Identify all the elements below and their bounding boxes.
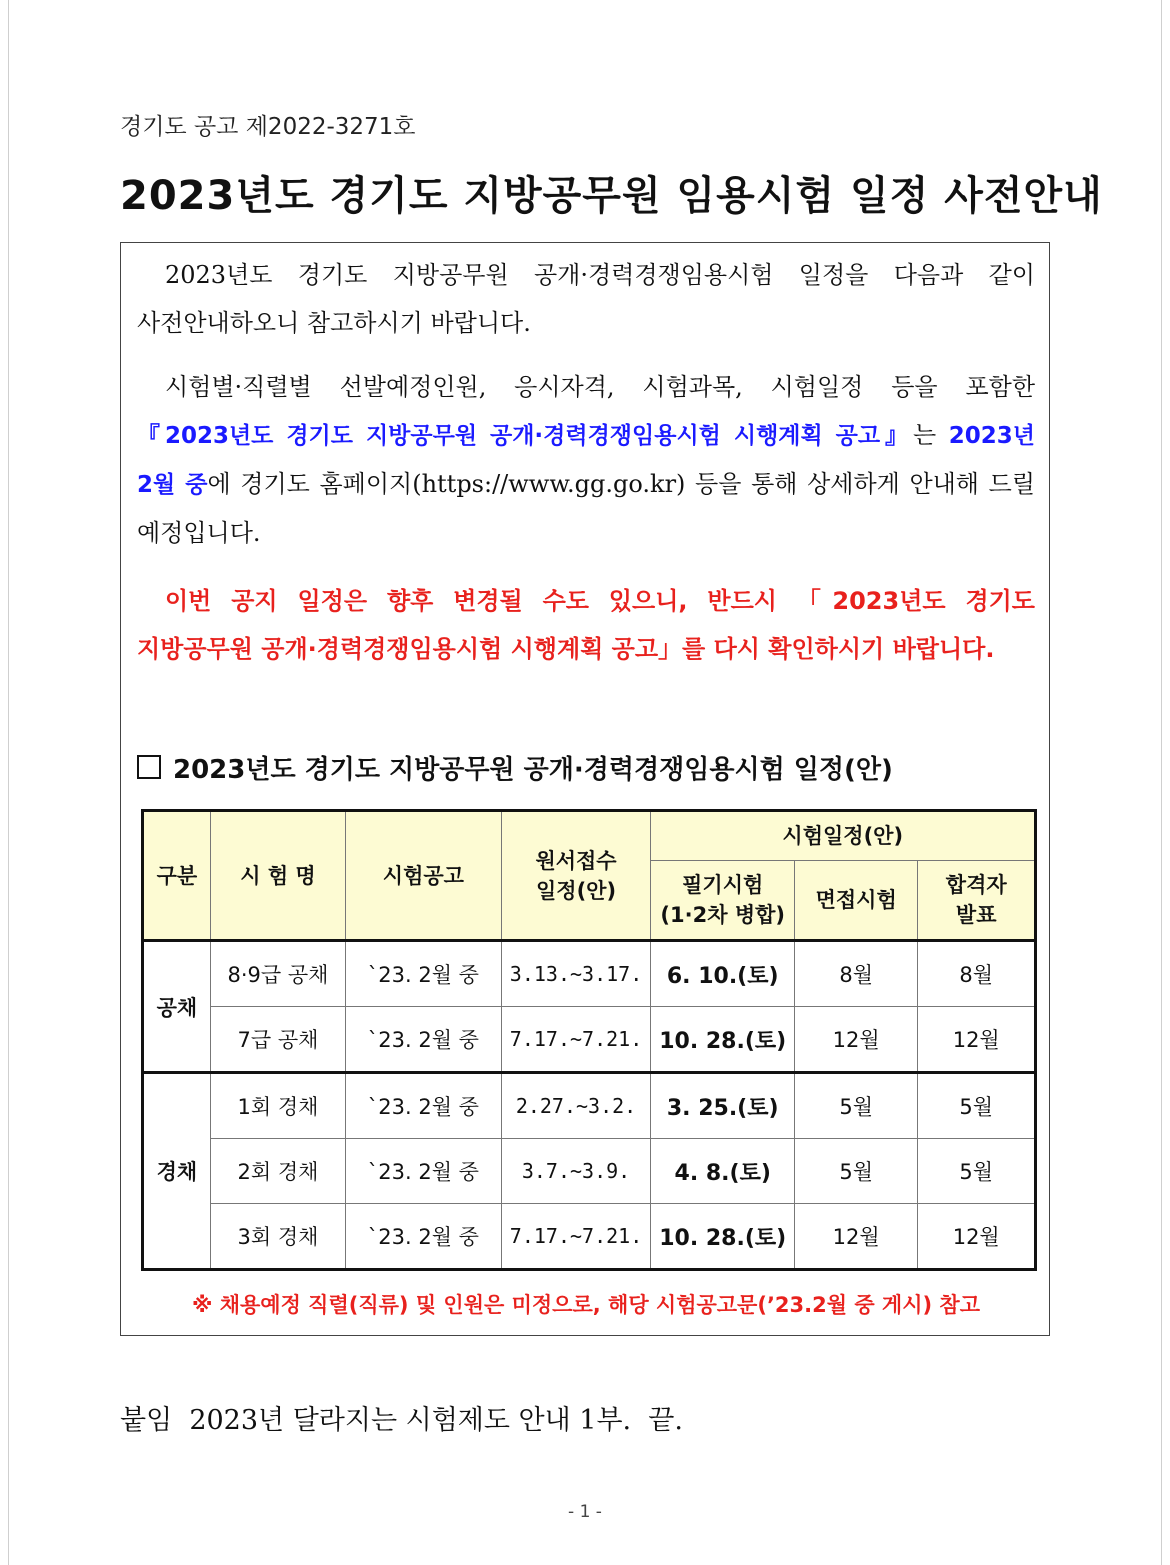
cell-written: 6. 10.(토) (651, 941, 794, 1007)
document-title: 2023년도 경기도 지방공무원 임용시험 일정 사전안내 (120, 173, 1103, 219)
cell-announcement: `23. 2월 중 (346, 1073, 501, 1139)
cell-result: 12월 (918, 1204, 1036, 1270)
cell-interview: 5월 (794, 1073, 917, 1139)
header-application: 원서접수 일정(안) (501, 811, 651, 941)
cell-interview: 8월 (794, 941, 917, 1007)
cell-application: 3.7.~3.9. (501, 1139, 651, 1204)
table-row (143, 1007, 1036, 1073)
cell-application: 2.27.~3.2. (501, 1073, 651, 1139)
cell-exam-name: 8·9급 공채 (210, 941, 345, 1007)
exam-schedule-table (141, 809, 1037, 1271)
cell-written: 3. 25.(토) (651, 1073, 794, 1139)
group-label: 공채 (143, 941, 211, 1073)
cell-exam-name: 3회 경채 (210, 1204, 345, 1270)
cell-application: 7.17.~7.21. (501, 1007, 651, 1073)
content-box (120, 242, 1050, 1336)
header-announcement: 시험공고 (346, 811, 501, 941)
page-edge-left (8, 0, 9, 1565)
header-category: 구분 (143, 811, 211, 941)
schedule-section-title (137, 749, 893, 786)
table-row (143, 1073, 1036, 1139)
warning-paragraph: 이번 공지 일정은 향후 변경될 수도 있으니, 반드시 「2023년도 경기도 지방공무원 공개·경력경쟁임용시험 시행계획 공고」를 다시 확인하시기 바랍니다. (137, 587, 1035, 663)
cell-announcement: `23. 2월 중 (346, 1007, 501, 1073)
plan-lead-text: 시험별·직렬별 선발예정인원, 응시자격, 시험과목, 시험일정 등을 포함한 (165, 373, 1035, 401)
cell-written: 10. 28.(토) (651, 1007, 794, 1073)
cell-exam-name: 7급 공채 (210, 1007, 345, 1073)
section-title-text: 2023년도 경기도 지방공무원 공개·경력경쟁임용시험 일정(안) (173, 755, 893, 785)
header-schedule: 시험일정(안) (651, 811, 1036, 861)
cell-exam-name: 2회 경채 (210, 1139, 345, 1204)
group-label: 경채 (143, 1073, 211, 1270)
cell-result: 5월 (918, 1073, 1036, 1139)
plan-paragraph (137, 363, 1035, 557)
cell-written: 4. 8.(토) (651, 1139, 794, 1204)
table-row (143, 1139, 1036, 1204)
header-written: 필기시험 (1·2차 병합) (651, 861, 794, 941)
header-exam-name: 시 험 명 (210, 811, 345, 941)
page-edge-right (1161, 0, 1162, 1565)
plan-mid-text: 는 (912, 421, 949, 449)
cell-exam-name: 1회 경채 (210, 1073, 345, 1139)
plan-date-highlight: 2023년 2월 중 (137, 423, 1035, 498)
attachment-line: 붙임 2023년 달라지는 시험제도 안내 1부. 끝. (120, 1405, 683, 1436)
table-row (143, 941, 1036, 1007)
cell-interview: 5월 (794, 1139, 917, 1204)
cell-announcement: `23. 2월 중 (346, 1204, 501, 1270)
checkbox-square-icon (137, 755, 161, 779)
cell-application: 3.13.~3.17. (501, 941, 651, 1007)
plan-tail-text: 에 경기도 홈페이지(https://www.gg.go.kr) 등을 통해 상세하게 안내해 드릴 예정입니다. (137, 470, 1035, 547)
cell-result: 5월 (918, 1139, 1036, 1204)
header-interview: 면접시험 (794, 861, 917, 941)
cell-result: 8월 (918, 941, 1036, 1007)
notice-number: 경기도 공고 제2022-3271호 (120, 114, 416, 140)
cell-interview: 12월 (794, 1007, 917, 1073)
plan-title-highlight: 『2023년도 경기도 지방공무원 공개·경력경쟁임용시험 시행계획 공고』 (137, 423, 913, 449)
intro-paragraph: 2023년도 경기도 지방공무원 공개·경력경쟁임용시험 일정을 다음과 같이 사전안내하오니 참고하시기 바랍니다. (137, 261, 1035, 337)
header-result: 합격자 발표 (918, 861, 1036, 941)
footnote: ※ 채용예정 직렬(직류) 및 인원은 미정으로, 해당 시험공고문(’23.2월 중 게시) 참고 (192, 1293, 980, 1317)
cell-application: 7.17.~7.21. (501, 1204, 651, 1270)
cell-announcement: `23. 2월 중 (346, 1139, 501, 1204)
cell-result: 12월 (918, 1007, 1036, 1073)
cell-announcement: `23. 2월 중 (346, 941, 501, 1007)
page-number: - 1 - (568, 1502, 602, 1522)
cell-interview: 12월 (794, 1204, 917, 1270)
table-row (143, 1204, 1036, 1270)
cell-written: 10. 28.(토) (651, 1204, 794, 1270)
